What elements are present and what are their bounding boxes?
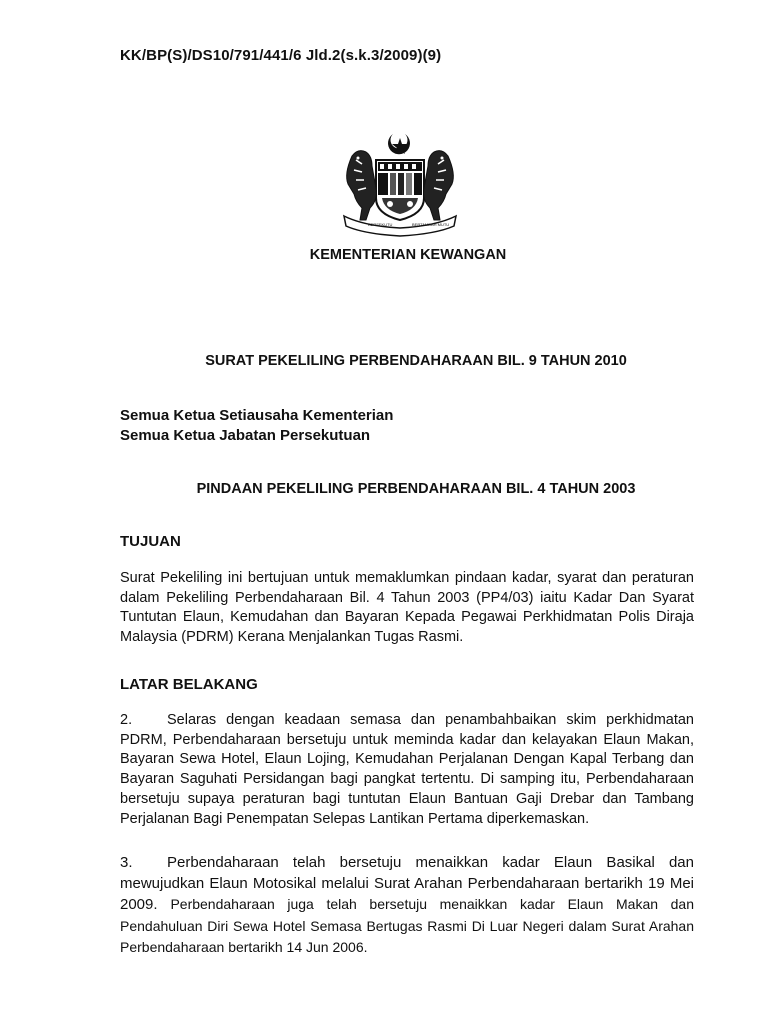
section-heading-latar-belakang: LATAR BELAKANG [120, 676, 258, 693]
recipients [120, 406, 393, 446]
amendment-title: PINDAAN PEKELILING PERBENDAHARAAN BIL. 4 TAHUN 2003 [196, 481, 636, 497]
paragraph-tujuan: Surat Pekeliling ini bertujuan untuk memaklumkan pindaan kadar, syarat dan peraturan dalam Pekeliling Perbendaharaan Bil. 4 Tahun 2003 (PP4/03) iaitu Kadar Dan Syarat Tuntutan Elaun, Kemudahan dan Bayaran Kepada Pegawai Perkhidmatan Polis Diraja Malaysia (PDRM) Kerana Menjalankan Tugas Rasmi. [120, 570, 694, 646]
paragraph-number: 3. [120, 854, 133, 871]
crest-motto-left: BERSEKUTU [368, 222, 393, 227]
coat-of-arms-icon [338, 130, 462, 238]
reference-number: KK/BP(S)/DS10/791/441/6 Jld.2(s.k.3/2009)(9) [120, 47, 442, 64]
paragraph-3-text-a: Perbendaharaan telah bersetuju menaikkan kadar Elaun Basikal dan mewujudkan Elaun Motosikal melalui Surat Arahan Perbendaharaan bertarikh 19 Mei 2009. [120, 854, 694, 913]
section-heading-tujuan: TUJUAN [120, 533, 181, 550]
paragraph-3-text-b: Perbendaharaan juga telah bersetuju menaikkan kadar Elaun Makan dan Pendahuluan Diri Sewa Hotel Semasa Bertugas Rasmi Di Luar Negeri dalam Surat Arahan Perbendaharaan bertarikh 14 Jun 2006. [120, 896, 695, 955]
paragraph-2-text: Selaras dengan keadaan semasa dan penambahbaikan skim perkhidmatan PDRM, Perbendaharaan bersetuju untuk meminda kadar dan kelayakan Elaun Makan, Bayaran Sewa Hotel, Elaun Lojing, Kemudahan Perjalanan Dengan Kapal Terbang dan Bayaran Saguhati Persidangan bagi pangkat tertentu. Di samping itu, Perbendaharaan bersetuju supaya peraturan bagi tuntutan Elaun Bantuan Gaji Drebar dan Tambang Perjalanan Bagi Penempatan Selepas Lantikan Pertama diperkemaskan. [120, 712, 694, 827]
ministry-name: KEMENTERIAN KEWANGAN [309, 247, 507, 263]
crest-motto-right: BERTAMBAH MUTU [412, 222, 450, 227]
circular-title: SURAT PEKELILING PERBENDAHARAAN BIL. 9 TAHUN 2010 [205, 353, 627, 369]
paragraph-3 [120, 853, 694, 959]
paragraph-2 [120, 711, 694, 829]
paragraph-number: 2. [120, 712, 133, 728]
recipient-line: Semua Ketua Setiausaha Kementerian [120, 407, 394, 424]
recipient-line: Semua Ketua Jabatan Persekutuan [120, 427, 371, 444]
